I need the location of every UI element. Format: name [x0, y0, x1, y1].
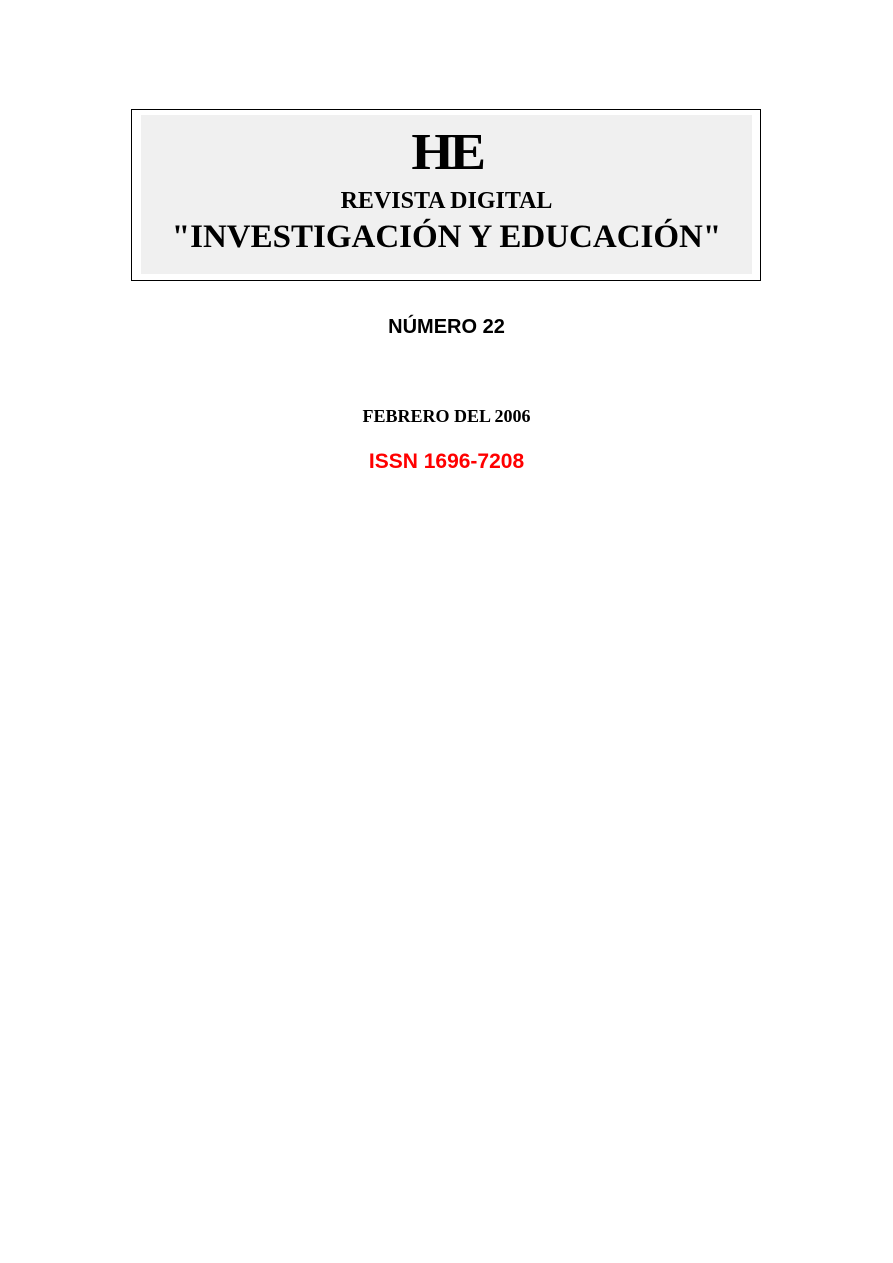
- journal-logo: [141, 125, 752, 181]
- journal-logo-text: HE: [411, 124, 482, 181]
- issue-number: NÚMERO 22: [388, 316, 505, 338]
- journal-title: "INVESTIGACIÓN Y EDUCACIÓN": [171, 219, 722, 255]
- issn-label: ISSN 1696-7208: [368, 450, 525, 473]
- issue-date: FEBRERO DEL 2006: [362, 406, 531, 426]
- masthead-subtitle: REVISTA DIGITAL: [340, 188, 553, 214]
- masthead-banner: [141, 115, 752, 274]
- journal-masthead: [131, 109, 761, 281]
